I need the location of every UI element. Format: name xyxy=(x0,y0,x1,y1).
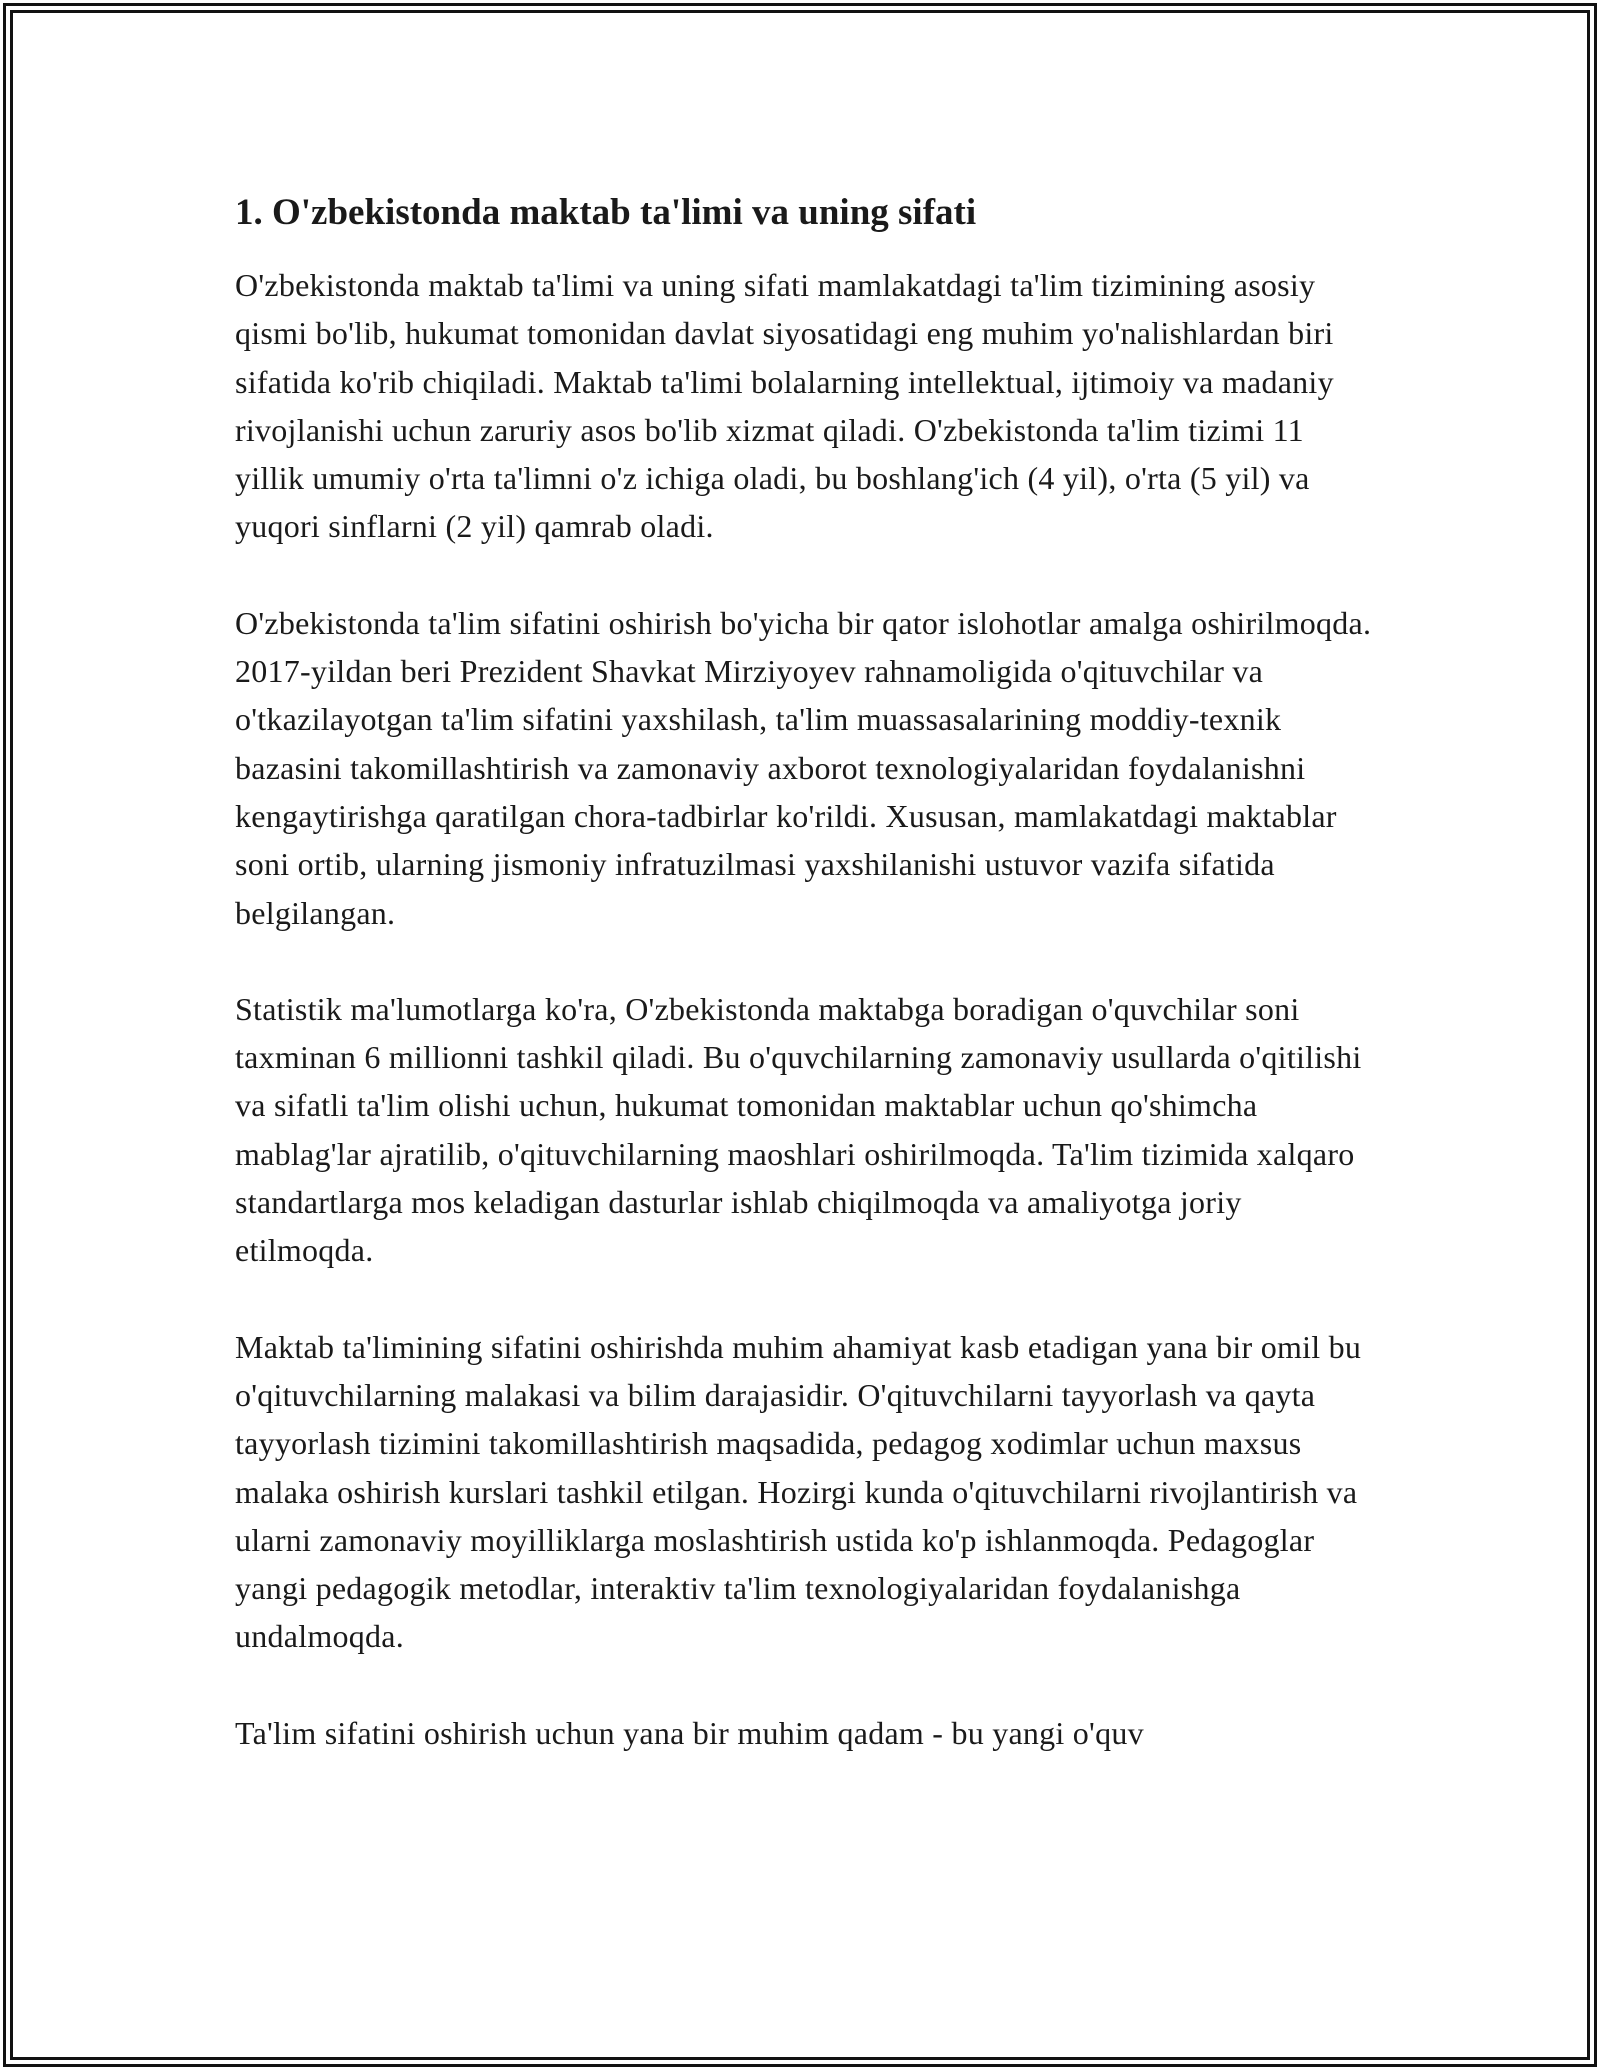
section-heading: 1. O'zbekistonda maktab ta'limi va uning sifati xyxy=(235,192,977,233)
paragraph-2: O'zbekistonda ta'lim sifatini oshirish bo'yicha bir qator islohotlar amalga oshirilmoqda. 2017-yildan beri Prezident Shavkat Mirziyoyev rahnamoligida o'qituvchilar va o'tkazilayotgan ta'lim sifatini yaxshilash, ta'lim muassasalarining moddiy-texnik bazasini takomillashtirish va zamonaviy axborot texnologiyalaridan foydalanishni kengaytirishga qaratilgan chora-tadbirlar ko'rildi. Xususan, mamlakatdagi maktablar soni ortib, ularning jismoniy infratuzilmasi yaxshilanishi ustuvor vazifa sifatida belgilangan. xyxy=(235,604,1372,931)
paragraph-3: Statistik ma'lumotlarga ko'ra, O'zbekistonda maktabga boradigan o'quvchilar soni taxminan 6 millionni tashkil qiladi. Bu o'quvchilarning zamonaviy usullarda o'qitilishi va sifatli ta'lim olishi uchun, hukumat tomonidan maktablar uchun qo'shimcha mablag'lar ajratilib, o'qituvchilarning maoshlari oshirilmoqda. Ta'lim tizimida xalqaro standartlarga mos keladigan dasturlar ishlab chiqilmoqda va amaliyotga joriy etilmoqda. xyxy=(235,990,1362,1269)
paragraph-4: Maktab ta'limining sifatini oshirishda muhim ahamiyat kasb etadigan yana bir omil bu o'qituvchilarning malakasi va bilim darajasidir. O'qituvchilarni tayyorlash va qayta tayyorlash tizimini takomillashtirish maqsadida, pedagog xodimlar uchun maxsus malaka oshirish kurslari tashkil etilgan. Hozirgi kunda o'qituvchilarni rivojlantirish va ularni zamonaviy moyilliklarga moslashtirish ustida ko'p ishlanmoqda. Pedagoglar yangi pedagogik metodlar, interaktiv ta'lim texnologiyalaridan foydalanishga undalmoqda. xyxy=(235,1328,1362,1655)
document-body xyxy=(235,187,1375,1757)
paragraph-5: Ta'lim sifatini oshirish uchun yana bir muhim qadam - bu yangi o'quv xyxy=(235,1714,1144,1751)
paragraph-1: O'zbekistonda maktab ta'limi va uning sifati mamlakatdagi ta'lim tizimining asosiy qismi bo'lib, hukumat tomonidan davlat siyosatidagi eng muhim yo'nalishlardan biri sifatida ko'rib chiqiladi. Maktab ta'limi bolalarning intellektual, ijtimoiy va madaniy rivojlanishi uchun zaruriy asos bo'lib xizmat qiladi. O'zbekistonda ta'lim tizimi 11 yillik umumiy o'rta ta'limni o'z ichiga oladi, bu boshlang'ich (4 yil), o'rta (5 yil) va yuqori sinflarni (2 yil) qamrab oladi. xyxy=(235,267,1334,545)
